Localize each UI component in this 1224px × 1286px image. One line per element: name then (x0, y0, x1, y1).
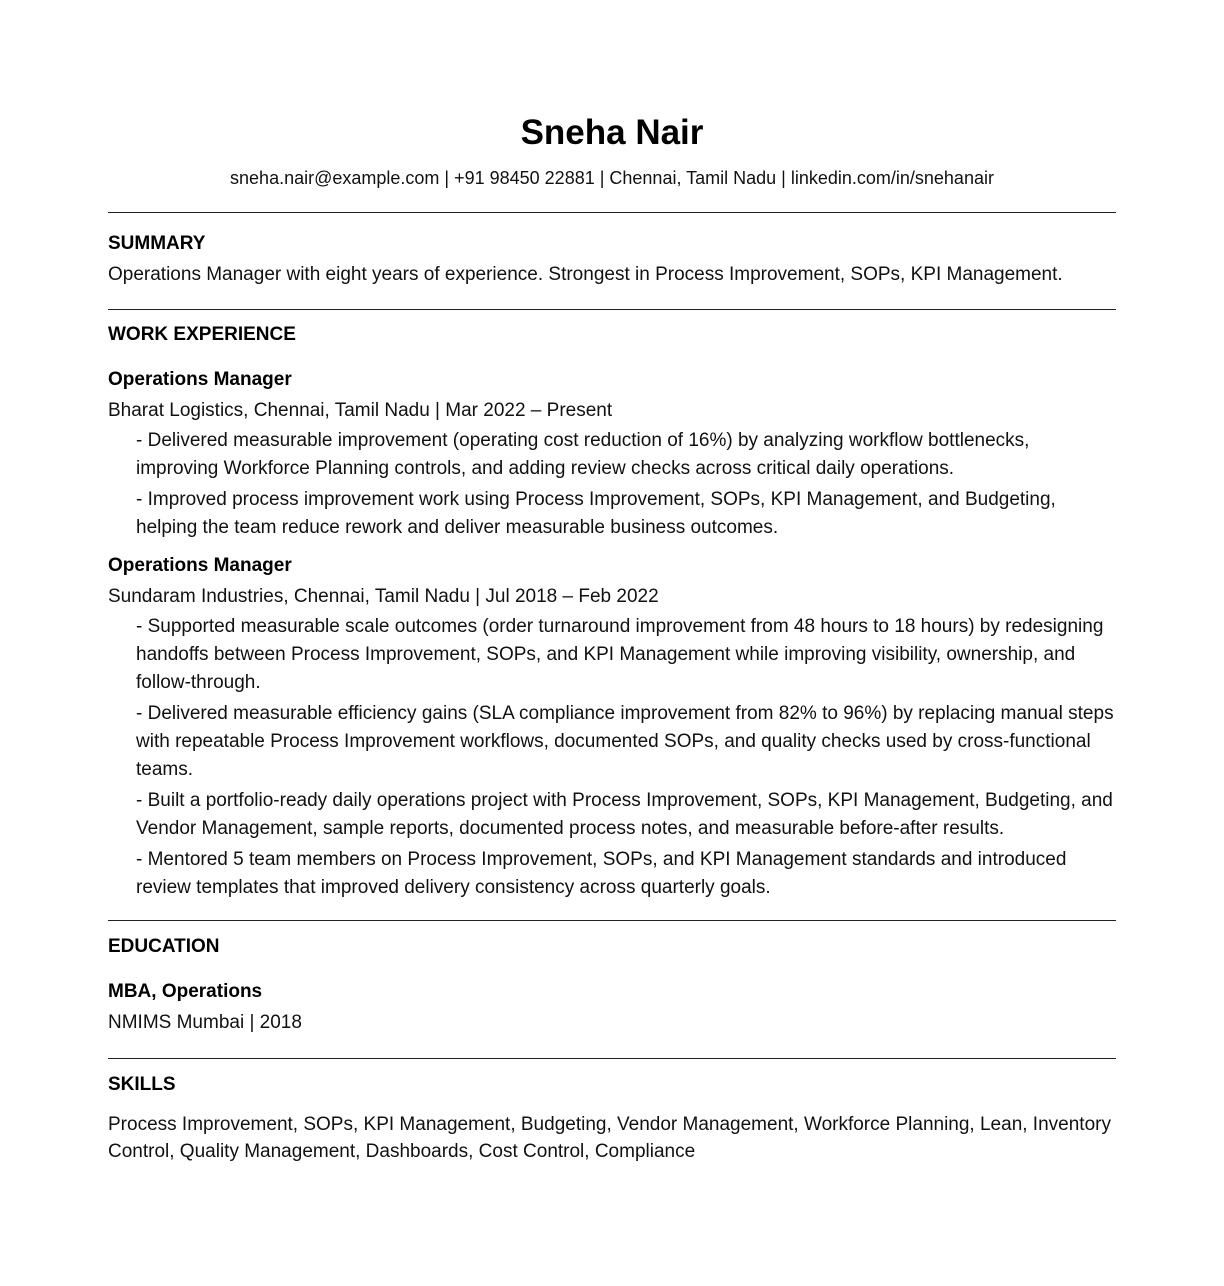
section-title-skills: SKILLS (108, 1074, 176, 1095)
job-bullet: - Delivered measurable efficiency gains (SLA compliance improvement from 82% to 96%) by replacing manual steps with repeatable Process Improvement workflows, documented SOPs, and quality checks used by cross-functional teams. (136, 703, 1114, 780)
summary-section (108, 213, 1116, 309)
job-bullet: - Improved process improvement work using Process Improvement, SOPs, KPI Management, and Budgeting, helping the team reduce rework and deliver measurable business outcomes. (136, 489, 1056, 538)
job-entry (108, 554, 1116, 902)
job-entry (108, 368, 1116, 542)
job-company-dates: Bharat Logistics, Chennai, Tamil Nadu | Mar 2022 – Present (108, 400, 613, 421)
skills-section (108, 1059, 1116, 1165)
job-bullets (108, 427, 1116, 542)
section-title-work-experience: WORK EXPERIENCE (108, 324, 296, 345)
section-title-summary: SUMMARY (108, 233, 206, 254)
job-bullets (108, 613, 1116, 902)
education-school-year: NMIMS Mumbai | 2018 (108, 1012, 302, 1033)
candidate-name: Sneha Nair (520, 113, 704, 152)
job-company-dates: Sundaram Industries, Chennai, Tamil Nadu | Jul 2018 – Feb 2022 (108, 586, 659, 607)
job-bullet: - Supported measurable scale outcomes (order turnaround improvement from 48 hours to 18 hours) by redesigning handoffs between Process Improvement, SOPs, and KPI Management while improving visibility, ownership, and follow-through. (136, 616, 1104, 693)
job-bullet: - Delivered measurable improvement (operating cost reduction of 16%) by analyzing workflow bottlenecks, improving Workforce Planning controls, and adding review checks across critical daily operations. (136, 430, 1030, 479)
work-experience-section (108, 310, 1116, 920)
job-title: Operations Manager (108, 555, 292, 576)
skills-list: Process Improvement, SOPs, KPI Management, Budgeting, Vendor Management, Workforce Planning, Lean, Inventory Control, Quality Management, Dashboards, Cost Control, Compliance (108, 1114, 1111, 1162)
section-title-education: EDUCATION (108, 936, 220, 957)
job-title: Operations Manager (108, 369, 292, 390)
contact-line: sneha.nair@example.com | +91 98450 22881 | Chennai, Tamil Nadu | linkedin.com/in/snehanair (230, 168, 994, 188)
job-bullet: - Built a portfolio-ready daily operations project with Process Improvement, SOPs, KPI Management, Budgeting, and Vendor Management, sample reports, documented process notes, and measurable before-after results. (136, 790, 1113, 839)
education-degree: MBA, Operations (108, 981, 263, 1002)
education-section (108, 921, 1116, 1058)
job-bullet: - Mentored 5 team members on Process Improvement, SOPs, and KPI Management standards and introduced review templates that improved delivery consistency across quarterly goals. (136, 849, 1067, 898)
summary-text: Operations Manager with eight years of experience. Strongest in Process Improvement, SOPs, KPI Management. (108, 264, 1063, 285)
